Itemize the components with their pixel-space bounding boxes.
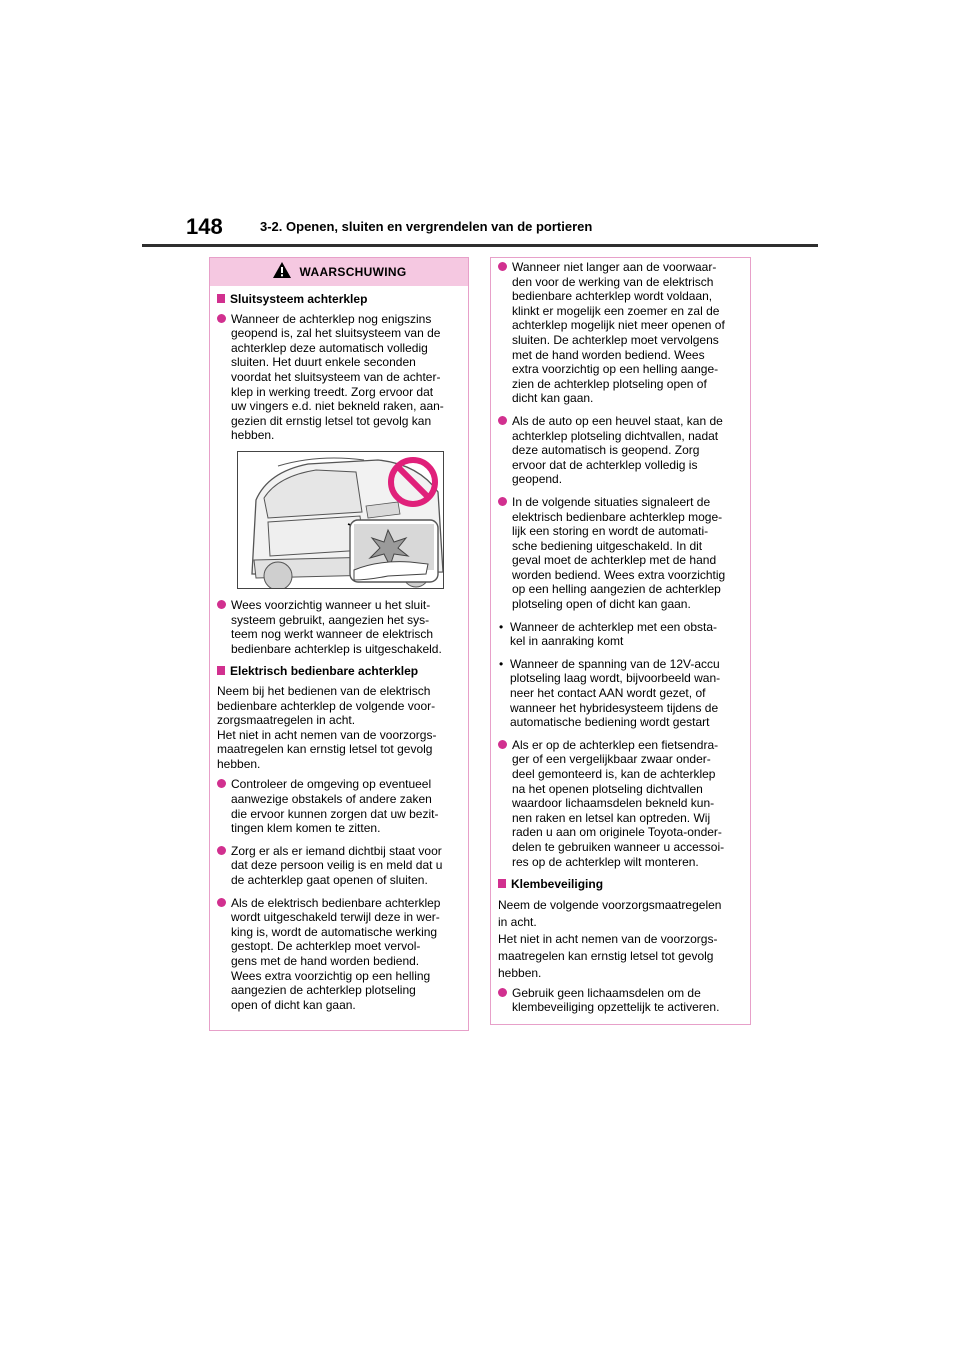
warning-triangle-icon [272, 261, 292, 284]
warning-header [210, 258, 468, 286]
round-bullet-icon [217, 846, 226, 855]
list-item: Als de elektrisch bedienbare achterklep wordt uitgeschakeld terwijl deze in wer- king is, wordt de automatische werking gestopt. De achterklep moet vervol- gens met de hand worden bediend. Wees extra voorzichtig op een helling aangezien de achterklep plotseling open of dicht kan gaan. [217, 896, 462, 1013]
list-item: Wees voorzichtig wanneer u het sluit- systeem gebruikt, aangezien het sys- teem nog werkt wanneer de elektrisch bedienbare achterklep is uitgeschakeld. [217, 598, 462, 656]
list-item: Controleer de omgeving op eventueel aanwezige obstakels of andere zaken die ervoor kunnen zorgen dat uw bezit- tingen klem komen te zitten. [217, 777, 462, 835]
header-divider [142, 244, 818, 247]
round-bullet-icon [498, 497, 507, 506]
round-bullet-icon [217, 314, 226, 323]
round-bullet-icon [217, 600, 226, 609]
heading-klembeveiliging: Klembeveiliging [498, 877, 744, 892]
warning-box [209, 257, 469, 1031]
heading-sluitsysteem: Sluitsysteem achterklep [217, 292, 462, 307]
sub-list-item: • Wanneer de achterklep met een obsta- kel in aanraking komt [499, 619, 718, 649]
warning-title: WAARSCHUWING [299, 265, 407, 279]
paragraph: Neem de volgende voorzorgsmaatregelen in acht. Het niet in acht nemen van de voorzorgs- maatregelen kan ernstig letsel tot gevolg hebben. [498, 897, 722, 980]
round-bullet-icon [498, 988, 507, 997]
list-item: Als er op de achterklep een fietsendra- ger of een vergelijkbaar zwaar onder- deel gemonteerd is, kan de achterklep na het openen plotseling dichtvallen waardoor lichaamsdelen bekneld kun- nen raken en letsel kan optreden. Wij raden u aan om originele Toyota-onder- delen te gebruiken wanneer u accessoi- res op de achterklep wilt monteren. [498, 738, 744, 869]
list-item: Wanneer niet langer aan de voorwaar- den voor de werking van de elektrisch bedienbare achterklep wordt voldaan, klinkt er mogelijk een zoemer en zal de achterklep mogelijk niet meer openen of sluiten. De achterklep moet vervolgens met de hand worden bediend. Wees extra voorzichtig op een helling aange- zien de achterklep plotseling open of dicht kan gaan. [498, 260, 744, 406]
round-bullet-icon [217, 898, 226, 907]
square-bullet-icon [498, 879, 506, 888]
sub-list-item: • Wanneer de spanning van de 12V-accu plotseling laag wordt, bijvoorbeeld wan- neer het contact AAN wordt gezet, of wanneer het hybridesysteem tijdens de automatische bediening wordt gestart [499, 656, 721, 730]
tailgate-illustration [237, 451, 444, 589]
page-number: 148 [186, 214, 223, 239]
warning-box-continued [490, 257, 751, 1025]
list-item: Wanneer de achterklep nog enigszins geopend is, zal het sluitsysteem van de achterklep deze automatisch volledig sluiten. Het duurt enkele seconden voordat het sluitsysteem van de achter- klep in werking treedt. Zorg ervoor dat uw vingers e.d. niet bekneld raken, aan- gezien dit ernstig letsel tot gevolg kan hebben. [217, 312, 462, 443]
square-bullet-icon [217, 666, 225, 675]
list-item: Gebruik geen lichaamsdelen om de klembeveiliging opzettelijk te activeren. [498, 986, 744, 1015]
heading-elektrisch: Elektrisch bedienbare achterklep [217, 664, 462, 679]
warning-body [210, 286, 468, 1012]
round-bullet-icon [217, 779, 226, 788]
small-bullet-icon: • [499, 619, 504, 634]
round-bullet-icon [498, 740, 507, 749]
list-item: Zorg er als er iemand dichtbij staat voor dat deze persoon veilig is en meld dat u de achterklep gaat openen of sluiten. [217, 844, 462, 888]
section-title: 3-2. Openen, sluiten en vergrendelen van de portieren [260, 219, 593, 234]
list-item: In de volgende situaties signaleert de elektrisch bedienbare achterklep moge- lijk een storing en wordt de automati- sche bediening uitgeschakeld. In dit geval moet de achterklep met de hand worden bediend. Wees extra voorzichtig op een helling aangezien de achterklep plotseling open of dicht kan gaan. [498, 495, 744, 612]
round-bullet-icon [498, 416, 507, 425]
round-bullet-icon [498, 262, 507, 271]
paragraph: Neem bij het bedienen van de elektrisch bedienbare achterklep de volgende voor- zorgsmaatregelen in acht. Het niet in acht nemen van de voorzorgs- maatregelen kan ernstig letsel tot gevolg hebben. [217, 683, 437, 771]
list-item: Als de auto op een heuvel staat, kan de achterklep plotseling dichtvallen, nadat deze automatisch is geopend. Zorg ervoor dat de achterklep volledig is geopend. [498, 414, 744, 487]
square-bullet-icon [217, 294, 225, 303]
small-bullet-icon: • [499, 656, 504, 671]
warning-body-continued [491, 258, 750, 1015]
